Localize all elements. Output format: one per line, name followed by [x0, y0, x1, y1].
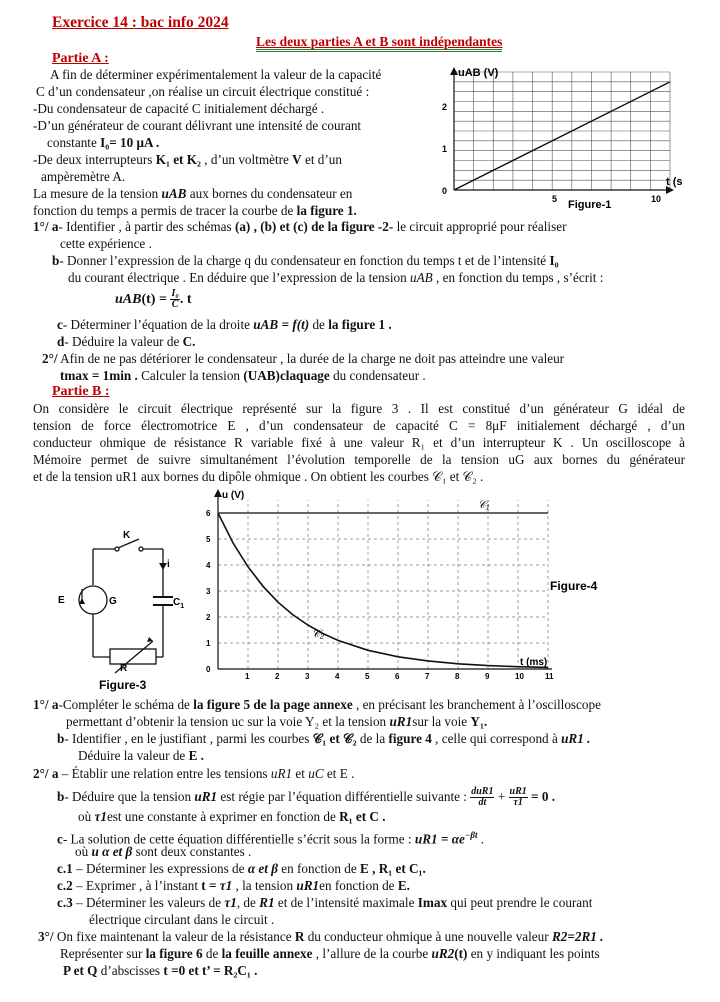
figure-4-xtick: 7: [425, 672, 430, 681]
curve-c1-label: 𝒞₁: [478, 499, 490, 511]
part-b-q1a-cont: permettant d’obtenir la tension uc sur la voie Y₂ et la tension uR1sur la voie Y₁.: [66, 714, 488, 729]
figure-1-y-label: uAB (V): [458, 67, 499, 79]
figure-1-xtick-10: 10: [651, 194, 662, 204]
resistor-label: R: [120, 663, 128, 674]
part-b-intro-2: tension de force électromotrice E , d’un condensateur de capacité C = 8μF initialement déchargé , d’un: [33, 418, 685, 433]
figure-1-ytick-0: 0: [442, 186, 448, 196]
figure-1-chart: [430, 62, 690, 212]
figure-4-ytick: 5: [206, 535, 211, 544]
part-b-q3: 3°/ On fixe maintenant la valeur de la résistance R du conducteur ohmique à une nouvelle valeur R2=2R1 .: [38, 929, 604, 944]
part-b-q2a: 2°/ a – Établir une relation entre les tensions uR1 et uC et E .: [33, 766, 355, 781]
part-a-q1c: c- Déterminer l’équation de la droite uAB = f(t) de la figure 1 .: [57, 317, 392, 332]
part-b-q1b-cont: Déduire la valeur de E .: [78, 748, 204, 763]
exercise-subtitle: Les deux parties A et B sont indépendantes: [256, 34, 502, 50]
figure-4-ytick: 4: [206, 561, 211, 570]
figure-4-x-label: t (ms): [520, 657, 548, 668]
formula-uab: uAB(t) = $\frac{\text{I₀}}{C}$ . t: [115, 288, 192, 311]
curve-c2-label: 𝒞₂: [312, 628, 325, 640]
part-a-heading: Partie A :: [52, 51, 109, 66]
figure-1-title: Figure-1: [568, 199, 612, 211]
part-a-q1b-cont: du courant électrique . En déduire que l’expression de la tension uAB , en fonction du temps , s’écrit :: [68, 270, 604, 285]
figure-4-x-ticks: [245, 672, 554, 681]
figure-4-ytick: 0: [206, 665, 211, 674]
part-b-q1a: 1°/ a-Compléter le schéma de la figure 5 de la page annexe , en précisant les branchement à l’oscilloscope: [33, 697, 601, 712]
current-arrow: [159, 563, 167, 570]
figure-4-y-label: u (V): [222, 490, 245, 501]
figure-4-grid: [218, 500, 548, 669]
figure-4-y-ticks: [206, 509, 211, 674]
part-a-line-5: constante I₀= 10 μA .: [47, 135, 160, 150]
figure-1-grid: [454, 72, 670, 190]
part-a-line-7: ampèremètre A.: [41, 169, 126, 184]
figure-3-title: Figure-3: [99, 678, 147, 692]
part-b-c3: c.3 – Déterminer les valeurs de τ1, de R1 et de l’intensité maximale Imax qui peut prendre le courant: [57, 895, 593, 910]
part-a-line-2: C d’un condensateur ,on réalise un circuit électrique constitué :: [36, 84, 370, 99]
figure-1-y-arrow: [450, 67, 458, 75]
part-b-q2c: c- La solution de cette équation différentielle s’écrit sous la forme : $uR1 = \alpha e^{-\beta t}$ .: [57, 830, 485, 847]
exercise-title: Exercice 14 : bac info 2024: [52, 14, 229, 31]
part-a-line-1: A fin de déterminer expérimentalement la valeur de la capacité: [50, 67, 382, 82]
figure-1-x-label: t (s: [666, 176, 683, 188]
part-b-q2b: b- Déduire que la tension uR1 est régie par l’équation différentielle suivante : $\frac{\text{duR1}}{dt}$ + $\frac{uR1}{\tau 1}$ = 0 .: [57, 786, 556, 809]
part-a-line-4: -D’un générateur de courant délivrant une intensité de courant: [33, 118, 362, 133]
part-a-line-6: -De deux interrupteurs K₁ et K₂ , d’un voltmètre V et d’un: [33, 152, 342, 167]
part-a-q2-cont: tmax = 1min . Calculer la tension (UAB)claquage du condensateur .: [60, 368, 426, 383]
figure-4-xtick: 11: [545, 672, 554, 681]
part-a-line-8: La mesure de la tension uAB aux bornes du condensateur en: [33, 186, 353, 201]
generator-label: G: [109, 596, 117, 607]
figure-4-title: Figure-4: [550, 579, 598, 593]
figure-4-xtick: 9: [485, 672, 490, 681]
part-b-q2b-cont: où τ1est une constante à exprimer en fonction de R₁ et C .: [78, 809, 386, 824]
figure-4-xtick: 1: [245, 672, 250, 681]
part-b-intro-4: Mémoire permet de suivre simultanément l’évolution temporelle de la tension uG aux bornes du générateur: [33, 452, 685, 467]
part-a-line-3: -Du condensateur de capacité C initialement déchargé .: [33, 101, 325, 116]
part-a-q1d: d- Déduire la valeur de C.: [57, 334, 196, 349]
figure-4-xtick: 10: [515, 672, 524, 681]
figure-3-circuit: [55, 525, 200, 695]
figure-4-xtick: 2: [275, 672, 280, 681]
figure-1-data-line: [454, 82, 670, 190]
part-b-q3-cont-2: P et Q d’abscisses t =0 et t’ = R₂C₁ .: [63, 963, 258, 978]
figure-4-xtick: 4: [335, 672, 340, 681]
figure-4-xtick: 3: [305, 672, 310, 681]
resistor-symbol: [110, 649, 156, 664]
figure-4-chart: [200, 486, 610, 688]
part-b-intro-5: et de la tension uR1 aux bornes du dipôle ohmique . On obtient les courbes 𝒞₁ et 𝒞₂ .: [33, 469, 484, 484]
part-a-q1a-cont: cette expérience .: [60, 236, 152, 251]
part-b-intro-1: On considère le circuit électrique représenté sur la figure 3 . Il est constitué d’un générateur G idéal de: [33, 401, 685, 416]
capacitor-label: $C_1$: [173, 597, 185, 610]
part-a-q1b: b- Donner l’expression de la charge q du condensateur en fonction du temps t et de l’intensité I₀: [52, 253, 559, 268]
emf-label: E: [58, 595, 65, 606]
figure-4-xtick: 6: [395, 672, 400, 681]
figure-4-y-arrow: [214, 489, 222, 497]
figure-4-ytick: 2: [206, 613, 211, 622]
figure-4-xtick: 8: [455, 672, 460, 681]
part-a-q1a: 1°/ a- Identifier , à partir des schémas (a) , (b) et (c) de la figure -2- le circuit approprié pour réaliser: [33, 219, 567, 234]
part-a-q2: 2°/ Afin de ne pas détériorer le condensateur , la durée de la charge ne doit pas atteindre une valeur: [42, 351, 565, 366]
figure-1-xtick-5: 5: [552, 194, 558, 204]
switch-label: K: [123, 530, 131, 541]
generator-symbol: [79, 586, 107, 614]
part-b-q3-cont: Représenter sur la figure 6 de la feuille annexe , l’allure de la courbe uR2(t) en y indiquant les points: [60, 946, 600, 961]
part-b-q2c-cont: où u α et β sont deux constantes .: [75, 844, 252, 859]
part-b-c1: c.1 – Déterminer les expressions de α et β en fonction de E , R₁ et C₁.: [57, 861, 426, 876]
figure-4-ytick: 6: [206, 509, 211, 518]
part-b-heading: Partie B :: [52, 384, 110, 399]
figure-4-xtick: 5: [365, 672, 370, 681]
figure-4-ytick: 1: [206, 639, 211, 648]
part-b-c3-cont: électrique circulant dans le circuit .: [89, 912, 275, 927]
part-b-intro-3: conducteur ohmique de résistance R variable fixé à une valeur R₁ et d’un interrupteur K . Un oscilloscope à: [33, 435, 685, 450]
part-b-q1b: b- Identifier , en le justifiant , parmi les courbes 𝒞₁ et 𝒞₂ de la figure 4 , celle qui correspond à uR1 .: [57, 731, 591, 746]
figure-1-ytick-1: 1: [442, 144, 448, 154]
part-b-c2: c.2 – Exprimer , à l’instant t = τ1 , la tension uR1en fonction de E.: [57, 878, 410, 893]
figure-1-ytick-2: 2: [442, 102, 448, 112]
part-a-line-9: fonction du temps a permis de tracer la courbe de la figure 1.: [33, 203, 357, 218]
curve-c2: [218, 513, 548, 667]
current-label: i: [167, 559, 170, 570]
figure-4-ytick: 3: [206, 587, 211, 596]
